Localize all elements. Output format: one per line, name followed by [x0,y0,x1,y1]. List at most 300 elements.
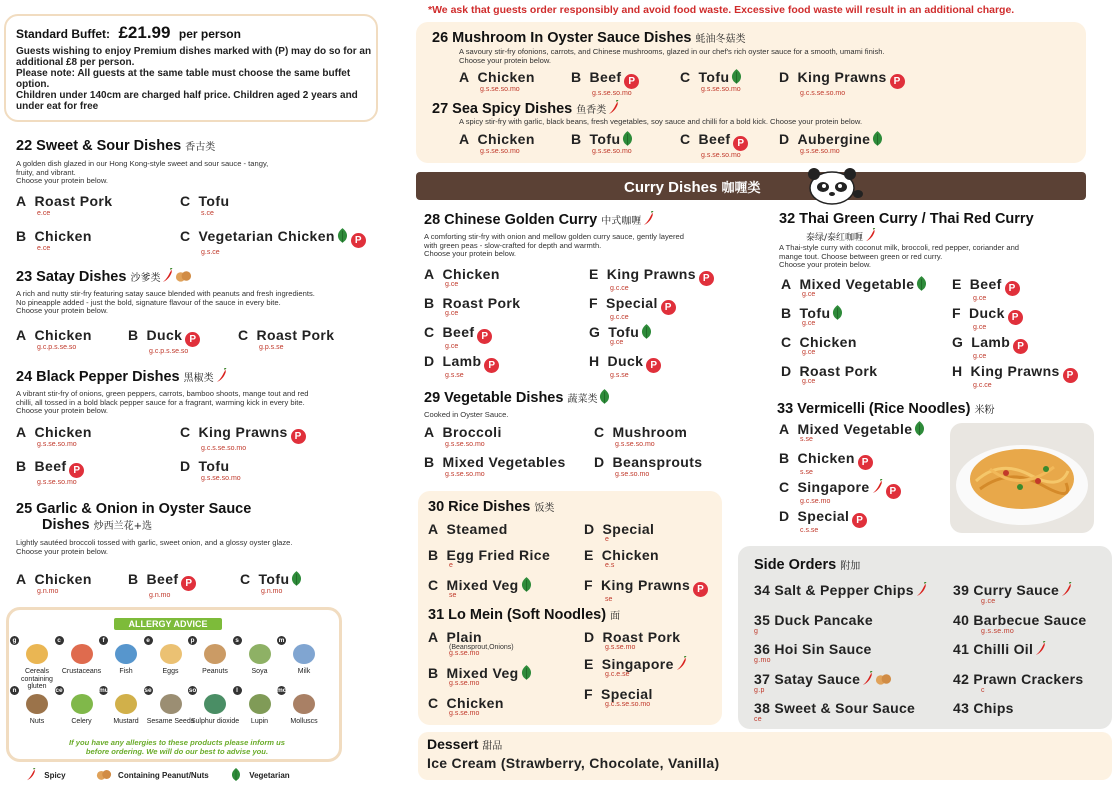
desc-line: A spicy stir-fry with garlic, black beans, fresh vegetables, soy sauce and chilli for a bold kick. Choose your protein below. [459,117,863,126]
item-allergens: g.s.se.so.mo [615,441,655,448]
section-title-text: 22 Sweet & Sour Dishes [16,138,182,154]
vegetarian-icon [337,228,348,243]
menu-item[interactable] [16,228,92,252]
section-title-text: 28 Chinese Golden Curry [424,212,598,228]
item-letter: B [16,228,27,244]
item-name: Duck [146,327,183,343]
menu-item[interactable] [779,508,867,534]
section-title-text: 29 Vegetable Dishes [424,390,564,406]
allergen-crustaceans-icon [71,644,93,664]
spicy-icon [872,479,883,494]
menu-item[interactable] [781,363,877,385]
item-letter: A [424,424,435,440]
item-letter: C [779,479,790,495]
item-name: Singapore [601,656,674,672]
allergen-eggs-icon [160,644,182,664]
item-allergens: g.n.mo [261,588,283,595]
section-32-desc [779,244,1019,270]
menu-item[interactable] [781,334,857,356]
section-24-title [16,368,227,385]
section-title-text: Side Orders [754,557,837,573]
item-letter: B [128,327,139,343]
allergen-label: Molluscs [290,718,318,725]
menu-item[interactable] [571,69,639,97]
item-allergens: c [981,686,985,694]
item-allergens: g.s.se [610,372,629,379]
item-name: Tofu [799,305,831,321]
section-23-title [16,268,192,285]
item-name: Chicken [799,334,857,350]
item-letter: B [779,450,790,466]
allergen-label: Fish [119,668,133,675]
menu-item[interactable] [952,276,1020,302]
section-title-cn: 鱼香类 [576,105,607,116]
section-26-title [432,30,746,46]
section-29-desc [424,411,508,420]
legend-spicy-label: Spicy [44,771,66,780]
menu-item[interactable] [584,629,680,651]
item-letter: B [428,665,439,681]
menu-item[interactable] [428,695,504,717]
item-name: King Prawns [970,363,1060,379]
item-letter: C [240,571,251,587]
side-order-item[interactable] [953,641,1046,657]
side-order-item[interactable] [953,700,1014,716]
item-name: Broccoli [442,424,502,440]
item-name: Chicken [477,69,535,85]
item-name: Tofu [198,193,230,209]
item-letter: A [16,327,27,343]
allergy-title: ALLERGY ADVICE [114,618,222,630]
item-allergens: g.s.se.so.mo [37,479,77,486]
premium-icon: P [291,429,306,444]
side-order-name: 42 Prawn Crackers [953,670,1084,687]
section-25-title [16,501,251,535]
item-allergens: g.s.se [445,372,464,379]
menu-item[interactable] [428,629,514,657]
item-name: Steamed [446,521,508,537]
menu-item[interactable] [16,193,112,217]
item-allergens: se [449,592,457,599]
item-letter: A [781,276,792,292]
item-subtitle: (Beansprout,Onions) [449,644,514,651]
noodle-photo [950,423,1094,533]
vegetarian-icon [914,421,925,436]
allergen-sesame-seeds-icon [160,694,182,714]
premium-icon: P [624,74,639,89]
side-orders-title [754,557,860,573]
menu-item[interactable] [952,305,1023,331]
menu-item[interactable] [584,686,653,708]
menu-item[interactable] [180,193,229,217]
side-order-name: 35 Duck Pancake [754,611,873,628]
item-name: Beef [589,69,622,85]
menu-item[interactable] [781,276,927,298]
item-letter: B [571,131,582,147]
side-order-name: 41 Chilli Oil [953,641,1034,657]
premium-icon: P [1008,310,1023,325]
item-name: King Prawns [606,266,696,282]
menu-item[interactable] [779,131,883,155]
item-name: Tofu [698,69,730,85]
menu-item[interactable] [428,577,532,599]
allergen-code: e [144,636,153,645]
item-letter: C [428,577,439,593]
section-title-text: 27 Sea Spicy Dishes [432,101,573,117]
section-22-title [16,138,215,154]
section-title-text: 31 Lo Mein (Soft Noodles) [428,607,607,623]
allergen-label: Eggs [162,668,179,675]
item-letter: A [779,421,790,437]
vegetarian-icon [599,389,610,404]
menu-item[interactable] [779,479,901,505]
item-name: Lamb [442,353,482,369]
item-letter: B [16,458,27,474]
menu-item[interactable] [779,69,905,97]
menu-item[interactable] [584,577,708,603]
item-allergens: g.c.ce [610,314,629,321]
menu-item[interactable] [180,458,241,482]
item-allergens: g.s.se.so.mo [201,475,241,482]
side-order-item[interactable] [754,700,915,723]
item-letter: C [424,324,435,340]
allergen-mustard-icon [115,694,137,714]
buffet-suffix: per person [178,27,241,41]
item-allergens: g.ce [973,295,987,302]
item-name: Aubergine [797,131,871,147]
item-name: King Prawns [600,577,691,593]
menu-item[interactable] [589,324,652,346]
item-allergens: e.ce [37,245,51,252]
item-letter: A [424,266,435,282]
item-letter: C [680,131,691,147]
menu-item[interactable] [680,131,748,159]
allergen-celery-icon [71,694,93,714]
allergen-code: mu [99,687,109,694]
item-letter: G [952,334,964,350]
item-allergens: g.p.s.se [259,344,284,351]
menu-item[interactable] [424,266,500,288]
allergen-cereals-containing-gluten-icon [26,644,48,664]
buffet-info [16,46,374,112]
section-title-cn: 蚝油冬菇类 [695,34,746,45]
section-title-cn: 米粉 [974,405,995,416]
legend-nuts-label: Containing Peanut/Nuts [118,771,209,780]
allergen-label: Peanuts [202,668,228,675]
side-order-item[interactable] [953,671,1083,694]
item-name: Roast Pork [602,629,681,645]
item-name: Special [797,508,850,524]
item-letter: B [424,295,435,311]
item-name: Lamb [971,334,1011,350]
allergen-nuts-icon [26,694,48,714]
menu-item[interactable] [779,450,873,476]
premium-icon: P [1013,339,1028,354]
side-order-name: 39 Curry Sauce [953,582,1060,598]
item-name: Mushroom [612,424,688,440]
item-name: Special [605,295,658,311]
item-letter: C [180,193,191,209]
menu-item[interactable] [424,295,520,317]
desc-line: Lightly sautéed broccoli tossed with garlic, sweet onion, and a glossy oyster glaze. [16,538,293,547]
spicy-icon [676,656,687,671]
item-allergens: c.s.se [800,527,819,534]
menu-item[interactable] [16,424,92,448]
item-name: Special [600,686,653,702]
allergen-soya-icon [249,644,271,664]
item-letter: B [781,305,792,321]
item-allergens: g.c.ce [610,285,629,292]
menu-item[interactable] [240,571,302,595]
menu-item[interactable] [952,363,1078,389]
side-order-name: 43 Chips [953,700,1014,716]
section-title-cn: 沙爹类 [130,273,161,284]
item-name: Roast Pork [442,295,521,311]
item-letter: A [459,69,470,85]
item-name: Chicken [34,571,92,587]
item-name: Beansprouts [612,454,703,470]
item-allergens: g.s.se.so.mo [701,86,741,93]
side-order-item[interactable] [754,612,873,635]
menu-item[interactable] [128,327,200,355]
dessert-title [427,736,502,752]
desc-line: Choose your protein below. [459,55,552,65]
allergen-fish-icon [115,644,137,664]
section-title-cn: 蔬菜类 [567,394,598,405]
menu-item[interactable] [128,571,196,599]
premium-icon: P [477,329,492,344]
item-name: King Prawns [797,69,887,85]
side-order-item[interactable] [953,582,1072,605]
premium-icon: P [852,513,867,528]
vegetarian-icon [521,665,532,680]
menu-item[interactable] [180,228,366,256]
dessert-item[interactable]: Ice Cream (Strawberry, Chocolate, Vanilla) [427,755,720,771]
item-letter: E [584,656,594,672]
item-name: Mixed Vegetable [799,276,915,292]
item-allergens: g.ce [973,324,987,331]
section-27-desc [459,118,862,127]
item-name: Chicken [34,424,92,440]
menu-item[interactable] [16,571,92,595]
menu-item[interactable] [16,458,84,486]
item-allergens: g.c.e.se [605,671,630,678]
menu-item[interactable] [589,295,676,321]
menu-item[interactable] [424,353,499,379]
item-name: Chicken [797,450,855,466]
allergen-label: Milk [297,668,311,675]
menu-item[interactable] [428,521,508,536]
item-letter: B [424,454,435,470]
allergen-label: Cereals containing gluten [21,668,53,690]
allergen-code: ce [55,687,63,694]
item-allergens: se [605,596,613,603]
item-name: Special [602,521,655,537]
section-30-title [428,499,554,515]
legend-veg-label: Vegetarian [249,771,290,780]
desc-line: A vibrant stir-fry of onions, green peppers, carrots, bamboo shoots, mange tout and red [16,389,309,398]
spicy-icon [643,211,654,226]
item-allergens: g.c.ce [973,382,992,389]
side-order-item[interactable] [754,582,927,598]
allergen-code: n [10,686,19,695]
item-letter: A [16,424,27,440]
desc-line: Choose your protein below. [779,260,872,270]
desc-line: Cooked in Oyster Sauce. [424,410,509,419]
menu-item[interactable] [459,131,535,155]
menu-item[interactable] [180,424,306,452]
menu-item[interactable] [594,454,703,478]
item-letter: E [952,276,962,292]
item-name: Roast Pork [256,327,335,343]
item-allergens: g.c.s.se.so.mo [800,90,846,97]
side-order-name: 34 Salt & Pepper Chips [754,582,914,598]
menu-item[interactable] [680,69,742,93]
section-28-title [424,211,654,228]
section-33-title [777,401,994,417]
item-allergens: g.s.se.so.mo [592,148,632,155]
menu-item[interactable] [424,324,492,350]
side-order-item[interactable] [754,671,892,694]
buffet-label: Standard Buffet: [16,27,110,41]
spicy-icon [862,671,873,686]
menu-item[interactable] [424,424,502,448]
menu-item[interactable] [428,547,550,569]
menu-item[interactable] [571,131,633,155]
item-allergens: g.se.so.mo [615,471,650,478]
buffet-line: Please note: All guests at the same table must choose the same buffet option. [16,68,351,90]
section-title-text: 32 Thai Green Curry / Thai Red Curry [779,211,1034,227]
item-letter: F [584,577,593,593]
section-32-title [779,211,1034,227]
menu-item[interactable] [584,547,659,569]
nuts-icon [875,672,892,686]
item-letter: G [589,324,601,340]
section-title-cn: 面 [610,611,621,622]
allergen-label: Soya [251,668,268,675]
menu-item[interactable] [584,521,654,543]
allergen-code: p [188,636,197,645]
menu-item[interactable] [238,327,334,351]
item-allergens: g.ce [973,353,987,360]
item-name: Vegetarian Chicken [198,228,335,244]
item-name: Chicken [477,131,535,147]
side-order-name: 38 Sweet & Sour Sauce [754,700,916,716]
allergen-milk-icon [293,644,315,664]
item-allergens: g.c.se.mo [800,498,831,505]
item-allergens: s.ce [201,210,214,217]
item-name: Mixed Veg [446,577,519,593]
item-name: Chicken [34,228,92,244]
desc-line: fruity, and vibrant. [16,167,76,177]
section-title-cn: 香古类 [185,142,216,153]
item-letter: D [180,458,191,474]
section-title-text: Dishes [42,517,90,533]
item-letter: D [594,454,605,470]
spicy-icon [26,768,36,781]
menu-item[interactable] [428,665,532,687]
item-allergens: g.p [754,686,765,694]
section-title-text: 24 Black Pepper Dishes [16,369,180,385]
spicy-icon [865,228,876,242]
section-title-cn: 泰绿/泰红咖喱 [806,233,864,243]
item-allergens: s.se [800,436,813,443]
menu-item[interactable] [459,69,535,93]
allergen-label: Sesame Seeds [146,718,195,725]
item-letter: A [16,571,27,587]
premium-icon: P [858,455,873,470]
menu-item[interactable] [589,266,714,292]
allergen-code: g [10,636,19,645]
item-allergens: g.s.se.mo [449,710,480,717]
item-allergens: g.s.se.so.mo [445,471,485,478]
banner-title-text: Curry Dishes [624,179,718,196]
menu-item[interactable] [594,424,687,448]
item-allergens: g.c.p.s.se.so [37,344,77,351]
allergen-lupin-icon [249,694,271,714]
item-name: Chicken [446,695,504,711]
item-allergens: g.ce [445,281,459,288]
spicy-icon [216,368,227,383]
menu-item[interactable] [952,334,1028,360]
item-name: Egg Fried Rice [446,547,551,563]
menu-item[interactable] [16,327,92,351]
item-letter: C [428,695,439,711]
side-order-item[interactable] [754,641,872,664]
allergen-code: f [99,636,108,645]
allergen-label: Mustard [113,718,139,725]
desc-line: Choose your protein below. [16,176,109,186]
item-allergens: g.ce [802,320,816,327]
section-title-text: 23 Satay Dishes [16,269,127,285]
section-title-cn: 中式咖喱 [601,216,642,227]
item-letter: H [589,353,600,369]
item-letter: C [180,424,191,440]
section-28-desc [424,233,684,259]
allergen-label: Crustaceans [61,668,102,675]
section-22-desc [16,160,268,186]
item-name: Tofu [589,131,621,147]
desc-line: Choose your protein below. [16,306,109,316]
item-allergens: g.n.mo [37,588,59,595]
premium-icon: P [351,233,366,248]
item-name: Tofu [198,458,230,474]
vegetarian-icon [832,305,843,320]
item-name: Chicken [442,266,500,282]
allergen-sulphur-dioxide-icon [204,694,226,714]
item-letter: C [781,334,792,350]
section-title-text: 25 Garlic & Onion in Oyster Sauce [16,501,252,517]
premium-icon: P [1005,281,1020,296]
menu-item[interactable] [589,353,661,379]
allergen-label: Nuts [29,718,45,725]
menu-item[interactable] [779,421,925,443]
premium-icon: P [1063,368,1078,383]
waste-notice: *We ask that guests order responsibly and avoid food waste. Excessive food waste will result in an additional charge. [428,4,1015,16]
vegetarian-icon [641,324,652,339]
item-allergens: e.s [605,562,615,569]
item-allergens: g.s.se.so.mo [445,441,485,448]
menu-item[interactable] [781,305,843,327]
premium-icon: P [699,271,714,286]
item-allergens: g.n.mo [149,592,171,599]
side-order-item[interactable] [953,612,1087,635]
desc-line: Choose your protein below. [16,406,109,416]
menu-item[interactable] [424,454,566,478]
menu-item[interactable] [584,656,687,678]
item-name: Mixed Vegetables [442,454,566,470]
allergy-note-line: before ordering. We will do our best to advise you. [85,747,269,756]
